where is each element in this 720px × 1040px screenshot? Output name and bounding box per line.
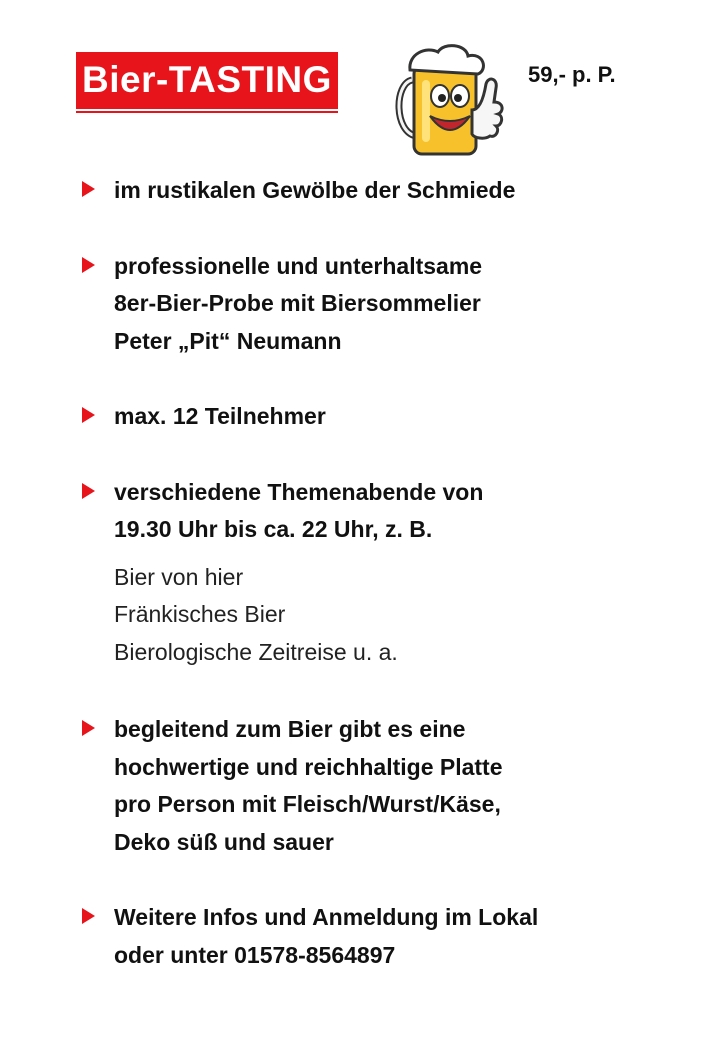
bullet-triangle-icon: [82, 483, 95, 499]
theme-item: Bierologische Zeitreise u. a.: [114, 638, 398, 665]
beer-mug-thumbs-up-icon: [394, 40, 506, 164]
bullet-triangle-icon: [82, 257, 95, 273]
bullet-triangle-icon: [82, 407, 95, 423]
bullet-text: im rustikalen Gewölbe der Schmiede: [114, 177, 516, 203]
theme-examples: [114, 559, 702, 672]
title-banner: [76, 52, 338, 109]
bullet-triangle-icon: [82, 720, 95, 736]
bullet-text: verschiedene Themenabende von 19.30 Uhr bis ca. 22 Uhr, z. B.: [114, 478, 484, 542]
bullet-text: Weitere Infos und Anmeldung im Lokal oder unter 01578-8564897: [114, 904, 539, 968]
bullet-text: begleitend zum Bier gibt es eine hochwertige und reichhaltige Platte pro Person mit Fleisch/Wurst/Käse, Deko süß und sauer: [114, 716, 503, 855]
bullet-platter: [82, 711, 702, 861]
bullet-participants: [82, 398, 702, 436]
bullet-contact: [82, 899, 702, 974]
bullet-text: professionelle und unterhaltsame 8er-Bier-Probe mit Biersommelier Peter „Pit“ Neumann: [114, 252, 483, 354]
bullet-tasting: [82, 248, 702, 361]
bullet-triangle-icon: [82, 908, 95, 924]
feature-list: [82, 172, 702, 974]
theme-item: Bier von hier: [114, 563, 244, 590]
page-title: Bier-TASTING: [82, 59, 332, 100]
bullet-triangle-icon: [82, 181, 95, 197]
price-label: 59,- p. P.: [528, 62, 616, 87]
bullet-text: max. 12 Teilnehmer: [114, 403, 326, 429]
theme-item: Fränkisches Bier: [114, 601, 286, 627]
bullet-location: [82, 172, 702, 210]
bullet-theme-evenings: [82, 474, 702, 549]
